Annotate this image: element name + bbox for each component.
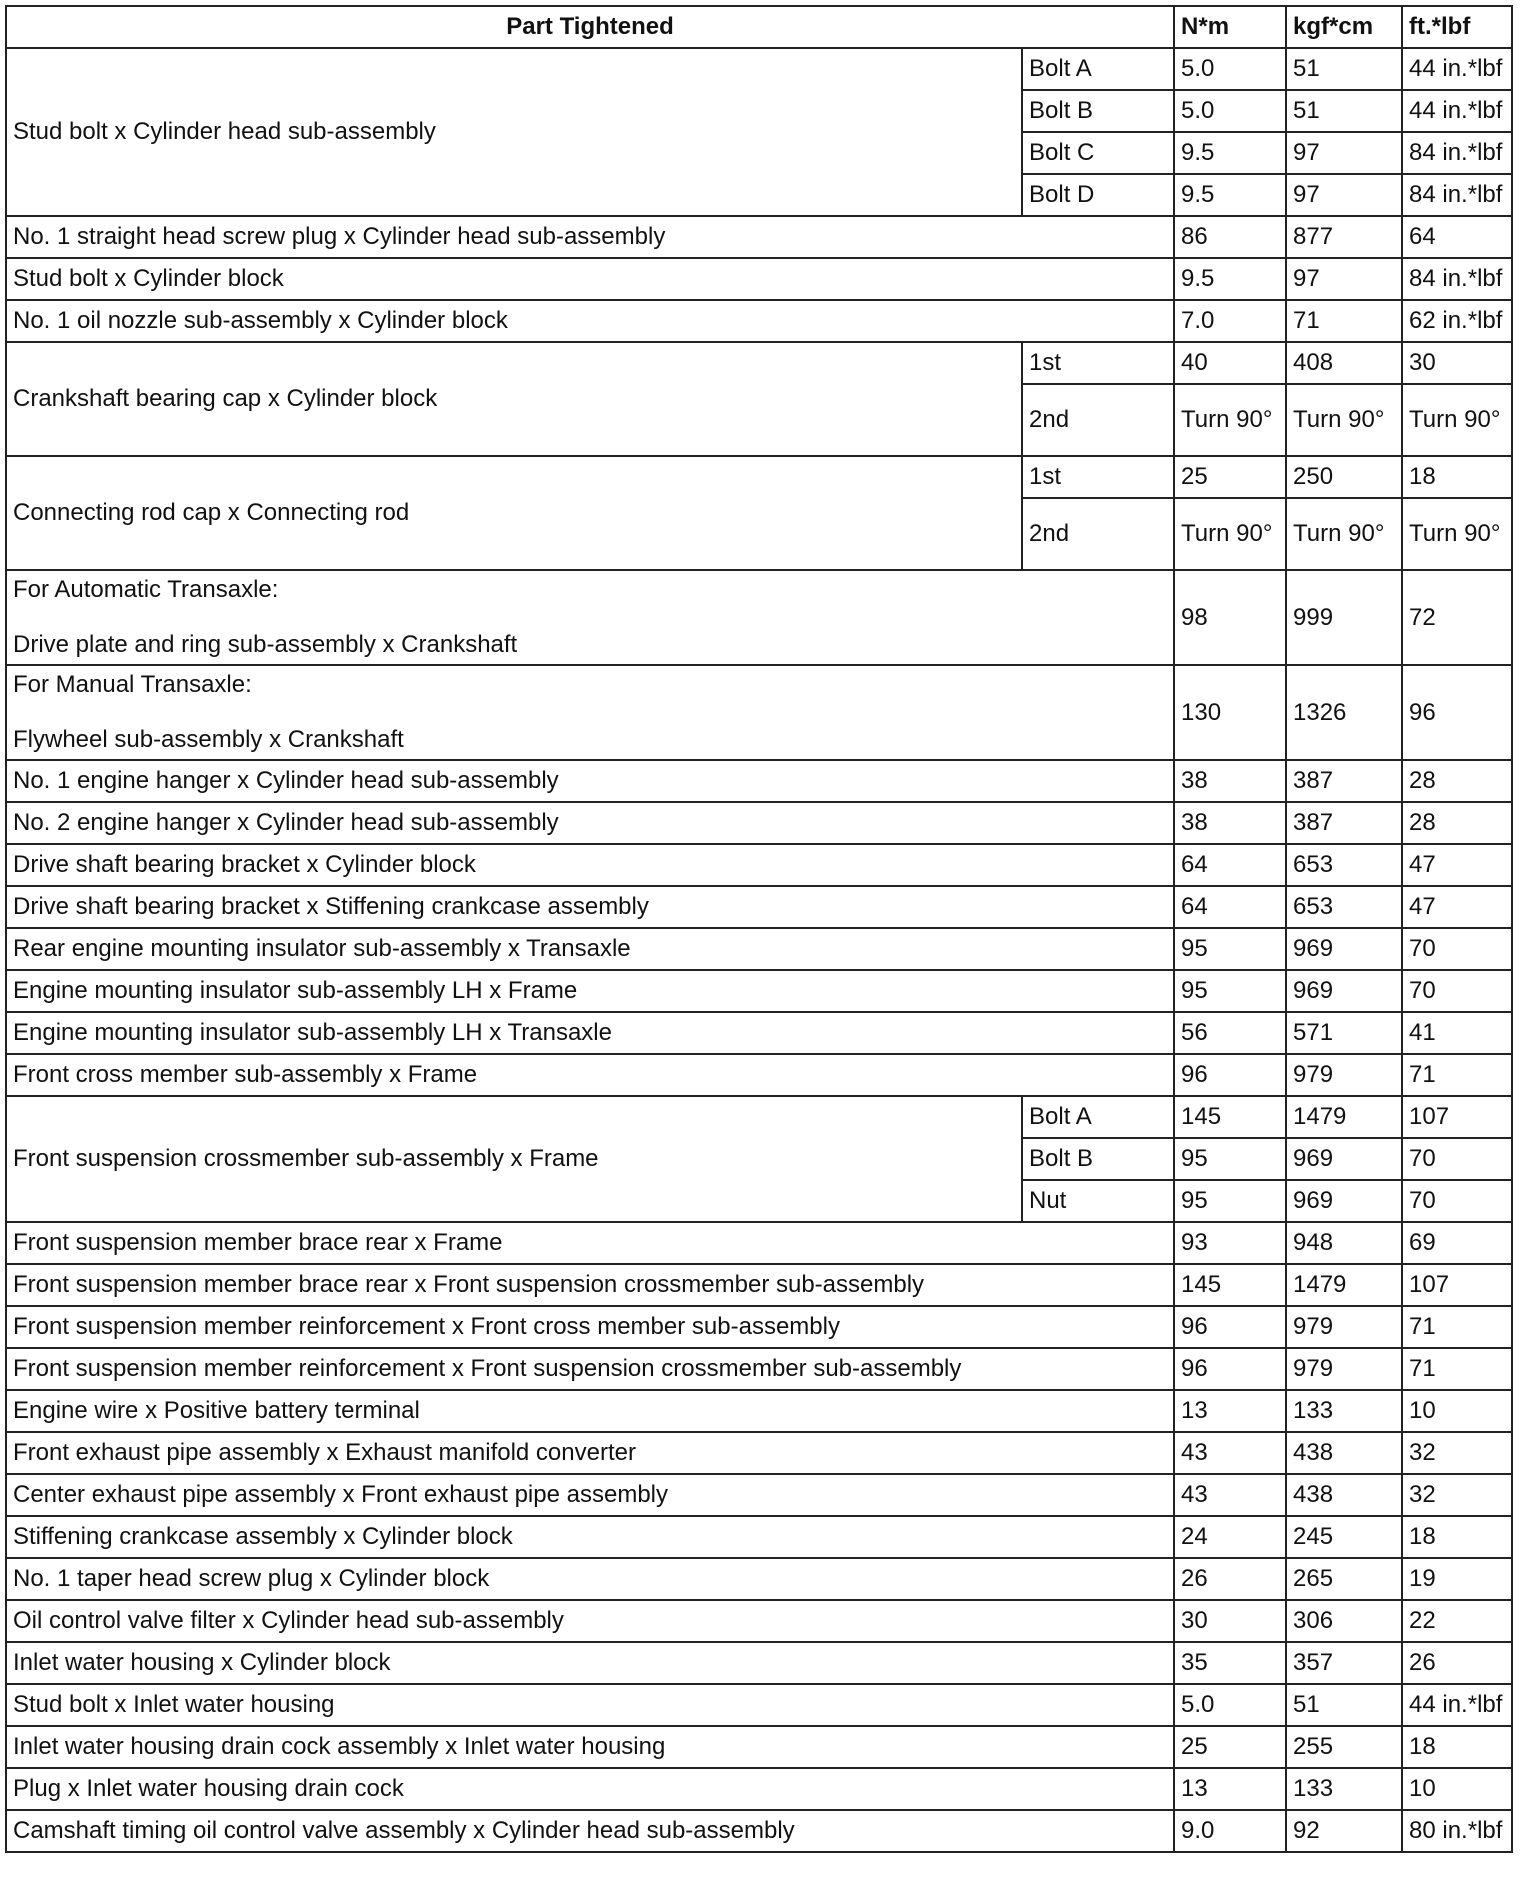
ft-cell: 19 bbox=[1402, 1558, 1512, 1600]
ft-cell: 84 in.*lbf bbox=[1402, 174, 1512, 216]
kgf-cell: 92 bbox=[1286, 1810, 1402, 1852]
ft-cell: 62 in.*lbf bbox=[1402, 300, 1512, 342]
ft-cell: 28 bbox=[1402, 760, 1512, 802]
table-row bbox=[6, 1684, 1512, 1726]
table-row bbox=[6, 1096, 1512, 1138]
ft-cell: 71 bbox=[1402, 1306, 1512, 1348]
table-row bbox=[6, 258, 1512, 300]
nm-cell: 43 bbox=[1174, 1474, 1286, 1516]
part-cell: Center exhaust pipe assembly x Front exhaust pipe assembly bbox=[6, 1474, 1174, 1516]
nm-cell: 40 bbox=[1174, 342, 1286, 384]
kgf-cell: 133 bbox=[1286, 1768, 1402, 1810]
ft-cell: 107 bbox=[1402, 1096, 1512, 1138]
sub-label-cell: 2nd bbox=[1022, 498, 1174, 570]
sub-label-cell: Bolt B bbox=[1022, 1138, 1174, 1180]
ft-cell: 70 bbox=[1402, 1138, 1512, 1180]
table-row bbox=[6, 665, 1512, 760]
kgf-cell: 979 bbox=[1286, 1306, 1402, 1348]
part-cell: Front suspension member reinforcement x Front cross member sub-assembly bbox=[6, 1306, 1174, 1348]
nm-cell: 26 bbox=[1174, 1558, 1286, 1600]
nm-cell: 56 bbox=[1174, 1012, 1286, 1054]
nm-cell: 9.5 bbox=[1174, 174, 1286, 216]
ft-cell: 18 bbox=[1402, 1726, 1512, 1768]
part-cell: No. 1 taper head screw plug x Cylinder block bbox=[6, 1558, 1174, 1600]
kgf-cell: 653 bbox=[1286, 844, 1402, 886]
table-row bbox=[6, 1054, 1512, 1096]
ft-cell: 84 in.*lbf bbox=[1402, 258, 1512, 300]
ft-cell: 18 bbox=[1402, 456, 1512, 498]
nm-cell: 5.0 bbox=[1174, 90, 1286, 132]
kgf-cell: 979 bbox=[1286, 1348, 1402, 1390]
nm-cell: 96 bbox=[1174, 1348, 1286, 1390]
table-row bbox=[6, 1642, 1512, 1684]
ft-cell: 84 in.*lbf bbox=[1402, 132, 1512, 174]
kgf-cell: 1326 bbox=[1286, 665, 1402, 760]
nm-cell: 7.0 bbox=[1174, 300, 1286, 342]
sub-label-cell: 1st bbox=[1022, 342, 1174, 384]
header-part-tightened: Part Tightened bbox=[6, 6, 1174, 48]
kgf-cell: 245 bbox=[1286, 1516, 1402, 1558]
sub-label-cell: Bolt D bbox=[1022, 174, 1174, 216]
ft-cell: 44 in.*lbf bbox=[1402, 1684, 1512, 1726]
kgf-cell: 133 bbox=[1286, 1390, 1402, 1432]
nm-cell: 13 bbox=[1174, 1768, 1286, 1810]
part-cell: Engine mounting insulator sub-assembly LH x Transaxle bbox=[6, 1012, 1174, 1054]
nm-cell: 96 bbox=[1174, 1306, 1286, 1348]
nm-cell: 9.5 bbox=[1174, 132, 1286, 174]
ft-cell: 64 bbox=[1402, 216, 1512, 258]
ft-cell: 22 bbox=[1402, 1600, 1512, 1642]
table-row bbox=[6, 844, 1512, 886]
kgf-cell: 250 bbox=[1286, 456, 1402, 498]
kgf-cell: 97 bbox=[1286, 174, 1402, 216]
table-row bbox=[6, 886, 1512, 928]
table-row bbox=[6, 1222, 1512, 1264]
part-cell: Stud bolt x Cylinder head sub-assembly bbox=[6, 48, 1022, 216]
table-row bbox=[6, 456, 1512, 498]
ft-cell: 70 bbox=[1402, 1180, 1512, 1222]
nm-cell: 64 bbox=[1174, 886, 1286, 928]
sub-label-cell: 2nd bbox=[1022, 384, 1174, 456]
table-row bbox=[6, 1306, 1512, 1348]
ft-cell: 70 bbox=[1402, 970, 1512, 1012]
part-cell: Stud bolt x Inlet water housing bbox=[6, 1684, 1174, 1726]
table-row bbox=[6, 342, 1512, 384]
kgf-cell: Turn 90° bbox=[1286, 498, 1402, 570]
nm-cell: 86 bbox=[1174, 216, 1286, 258]
ft-cell: 30 bbox=[1402, 342, 1512, 384]
nm-cell: 13 bbox=[1174, 1390, 1286, 1432]
kgf-cell: 255 bbox=[1286, 1726, 1402, 1768]
nm-cell: Turn 90° bbox=[1174, 384, 1286, 456]
ft-cell: 96 bbox=[1402, 665, 1512, 760]
part-cell: Connecting rod cap x Connecting rod bbox=[6, 456, 1022, 570]
table-row bbox=[6, 1348, 1512, 1390]
part-cell: Front suspension member reinforcement x Front suspension crossmember sub-assembly bbox=[6, 1348, 1174, 1390]
ft-cell: 107 bbox=[1402, 1264, 1512, 1306]
kgf-cell: 357 bbox=[1286, 1642, 1402, 1684]
part-cell: Stiffening crankcase assembly x Cylinder block bbox=[6, 1516, 1174, 1558]
part-cell: Drive shaft bearing bracket x Cylinder block bbox=[6, 844, 1174, 886]
sub-label-cell: Bolt B bbox=[1022, 90, 1174, 132]
table-row bbox=[6, 1516, 1512, 1558]
table-row bbox=[6, 1600, 1512, 1642]
sub-label-cell: Bolt A bbox=[1022, 48, 1174, 90]
ft-cell: 69 bbox=[1402, 1222, 1512, 1264]
kgf-cell: 999 bbox=[1286, 570, 1402, 665]
nm-cell: 25 bbox=[1174, 456, 1286, 498]
kgf-cell: 51 bbox=[1286, 48, 1402, 90]
ft-cell: 44 in.*lbf bbox=[1402, 48, 1512, 90]
part-cell: Crankshaft bearing cap x Cylinder block bbox=[6, 342, 1022, 456]
nm-cell: 9.5 bbox=[1174, 258, 1286, 300]
table-row bbox=[6, 802, 1512, 844]
nm-cell: 95 bbox=[1174, 928, 1286, 970]
ft-cell: 71 bbox=[1402, 1054, 1512, 1096]
ft-cell: Turn 90° bbox=[1402, 384, 1512, 456]
kgf-cell: 877 bbox=[1286, 216, 1402, 258]
part-cell: Front cross member sub-assembly x Frame bbox=[6, 1054, 1174, 1096]
ft-cell: 47 bbox=[1402, 844, 1512, 886]
nm-cell: 145 bbox=[1174, 1096, 1286, 1138]
sub-label-cell: 1st bbox=[1022, 456, 1174, 498]
table-row bbox=[6, 216, 1512, 258]
part-cell: Front suspension member brace rear x Front suspension crossmember sub-assembly bbox=[6, 1264, 1174, 1306]
table-row bbox=[6, 570, 1512, 665]
nm-cell: 38 bbox=[1174, 760, 1286, 802]
kgf-cell: Turn 90° bbox=[1286, 384, 1402, 456]
ft-cell: Turn 90° bbox=[1402, 498, 1512, 570]
table-row bbox=[6, 928, 1512, 970]
kgf-cell: 438 bbox=[1286, 1432, 1402, 1474]
nm-cell: 64 bbox=[1174, 844, 1286, 886]
ft-cell: 32 bbox=[1402, 1432, 1512, 1474]
header-ft-lbf: ft.*lbf bbox=[1402, 6, 1512, 48]
kgf-cell: 387 bbox=[1286, 760, 1402, 802]
part-cell: No. 1 straight head screw plug x Cylinder head sub-assembly bbox=[6, 216, 1174, 258]
sub-label-cell: Bolt A bbox=[1022, 1096, 1174, 1138]
kgf-cell: 969 bbox=[1286, 1180, 1402, 1222]
nm-cell: Turn 90° bbox=[1174, 498, 1286, 570]
kgf-cell: 51 bbox=[1286, 90, 1402, 132]
table-row bbox=[6, 1768, 1512, 1810]
nm-cell: 5.0 bbox=[1174, 48, 1286, 90]
nm-cell: 95 bbox=[1174, 1138, 1286, 1180]
part-cell: Camshaft timing oil control valve assembly x Cylinder head sub-assembly bbox=[6, 1810, 1174, 1852]
nm-cell: 24 bbox=[1174, 1516, 1286, 1558]
kgf-cell: 438 bbox=[1286, 1474, 1402, 1516]
part-cell: Front exhaust pipe assembly x Exhaust manifold converter bbox=[6, 1432, 1174, 1474]
ft-cell: 28 bbox=[1402, 802, 1512, 844]
nm-cell: 95 bbox=[1174, 1180, 1286, 1222]
kgf-cell: 408 bbox=[1286, 342, 1402, 384]
nm-cell: 43 bbox=[1174, 1432, 1286, 1474]
kgf-cell: 265 bbox=[1286, 1558, 1402, 1600]
kgf-cell: 571 bbox=[1286, 1012, 1402, 1054]
table-row bbox=[6, 1810, 1512, 1852]
header-kgf-cm: kgf*cm bbox=[1286, 6, 1402, 48]
sub-label-cell: Bolt C bbox=[1022, 132, 1174, 174]
kgf-cell: 387 bbox=[1286, 802, 1402, 844]
ft-cell: 44 in.*lbf bbox=[1402, 90, 1512, 132]
table-row bbox=[6, 1012, 1512, 1054]
ft-cell: 26 bbox=[1402, 1642, 1512, 1684]
ft-cell: 71 bbox=[1402, 1348, 1512, 1390]
nm-cell: 98 bbox=[1174, 570, 1286, 665]
part-cell: Plug x Inlet water housing drain cock bbox=[6, 1768, 1174, 1810]
kgf-cell: 653 bbox=[1286, 886, 1402, 928]
table-row bbox=[6, 1726, 1512, 1768]
nm-cell: 38 bbox=[1174, 802, 1286, 844]
ft-cell: 72 bbox=[1402, 570, 1512, 665]
ft-cell: 18 bbox=[1402, 1516, 1512, 1558]
part-cell: No. 2 engine hanger x Cylinder head sub-assembly bbox=[6, 802, 1174, 844]
kgf-cell: 97 bbox=[1286, 258, 1402, 300]
table-row bbox=[6, 1558, 1512, 1600]
ft-cell: 10 bbox=[1402, 1390, 1512, 1432]
kgf-cell: 306 bbox=[1286, 1600, 1402, 1642]
part-cell: Inlet water housing x Cylinder block bbox=[6, 1642, 1174, 1684]
part-cell: Engine wire x Positive battery terminal bbox=[6, 1390, 1174, 1432]
header-row bbox=[6, 6, 1512, 48]
part-cell: Front suspension member brace rear x Frame bbox=[6, 1222, 1174, 1264]
kgf-cell: 97 bbox=[1286, 132, 1402, 174]
table-row bbox=[6, 1432, 1512, 1474]
nm-cell: 5.0 bbox=[1174, 1684, 1286, 1726]
part-cell: No. 1 oil nozzle sub-assembly x Cylinder block bbox=[6, 300, 1174, 342]
part-line-2: Drive plate and ring sub-assembly x Crankshaft bbox=[13, 631, 518, 658]
ft-cell: 80 in.*lbf bbox=[1402, 1810, 1512, 1852]
sub-label-cell: Nut bbox=[1022, 1180, 1174, 1222]
part-cell: No. 1 engine hanger x Cylinder head sub-assembly bbox=[6, 760, 1174, 802]
nm-cell: 95 bbox=[1174, 970, 1286, 1012]
nm-cell: 25 bbox=[1174, 1726, 1286, 1768]
kgf-cell: 948 bbox=[1286, 1222, 1402, 1264]
table-row bbox=[6, 970, 1512, 1012]
ft-cell: 32 bbox=[1402, 1474, 1512, 1516]
kgf-cell: 979 bbox=[1286, 1054, 1402, 1096]
part-cell: Oil control valve filter x Cylinder head sub-assembly bbox=[6, 1600, 1174, 1642]
kgf-cell: 969 bbox=[1286, 970, 1402, 1012]
kgf-cell: 969 bbox=[1286, 928, 1402, 970]
table-row bbox=[6, 1474, 1512, 1516]
part-cell: Rear engine mounting insulator sub-assembly x Transaxle bbox=[6, 928, 1174, 970]
nm-cell: 9.0 bbox=[1174, 1810, 1286, 1852]
kgf-cell: 1479 bbox=[1286, 1096, 1402, 1138]
header-nm: N*m bbox=[1174, 6, 1286, 48]
nm-cell: 145 bbox=[1174, 1264, 1286, 1306]
nm-cell: 93 bbox=[1174, 1222, 1286, 1264]
part-cell: Stud bolt x Cylinder block bbox=[6, 258, 1174, 300]
part-line-1: For Automatic Transaxle: bbox=[13, 576, 279, 603]
table-row bbox=[6, 1264, 1512, 1306]
part-cell bbox=[6, 665, 1174, 760]
part-cell: Front suspension crossmember sub-assembly x Frame bbox=[6, 1096, 1022, 1222]
kgf-cell: 969 bbox=[1286, 1138, 1402, 1180]
nm-cell: 30 bbox=[1174, 1600, 1286, 1642]
nm-cell: 130 bbox=[1174, 665, 1286, 760]
part-cell: Engine mounting insulator sub-assembly LH x Frame bbox=[6, 970, 1174, 1012]
ft-cell: 70 bbox=[1402, 928, 1512, 970]
kgf-cell: 51 bbox=[1286, 1684, 1402, 1726]
table-row bbox=[6, 48, 1512, 90]
part-line-2: Flywheel sub-assembly x Crankshaft bbox=[13, 726, 404, 753]
nm-cell: 35 bbox=[1174, 1642, 1286, 1684]
kgf-cell: 1479 bbox=[1286, 1264, 1402, 1306]
table-row bbox=[6, 300, 1512, 342]
table-row bbox=[6, 1390, 1512, 1432]
kgf-cell: 71 bbox=[1286, 300, 1402, 342]
ft-cell: 47 bbox=[1402, 886, 1512, 928]
ft-cell: 41 bbox=[1402, 1012, 1512, 1054]
part-cell: Inlet water housing drain cock assembly x Inlet water housing bbox=[6, 1726, 1174, 1768]
part-line-1: For Manual Transaxle: bbox=[13, 671, 252, 698]
table-row bbox=[6, 760, 1512, 802]
torque-specification-table bbox=[5, 5, 1513, 1853]
part-cell: Drive shaft bearing bracket x Stiffening crankcase assembly bbox=[6, 886, 1174, 928]
nm-cell: 96 bbox=[1174, 1054, 1286, 1096]
ft-cell: 10 bbox=[1402, 1768, 1512, 1810]
part-cell bbox=[6, 570, 1174, 665]
